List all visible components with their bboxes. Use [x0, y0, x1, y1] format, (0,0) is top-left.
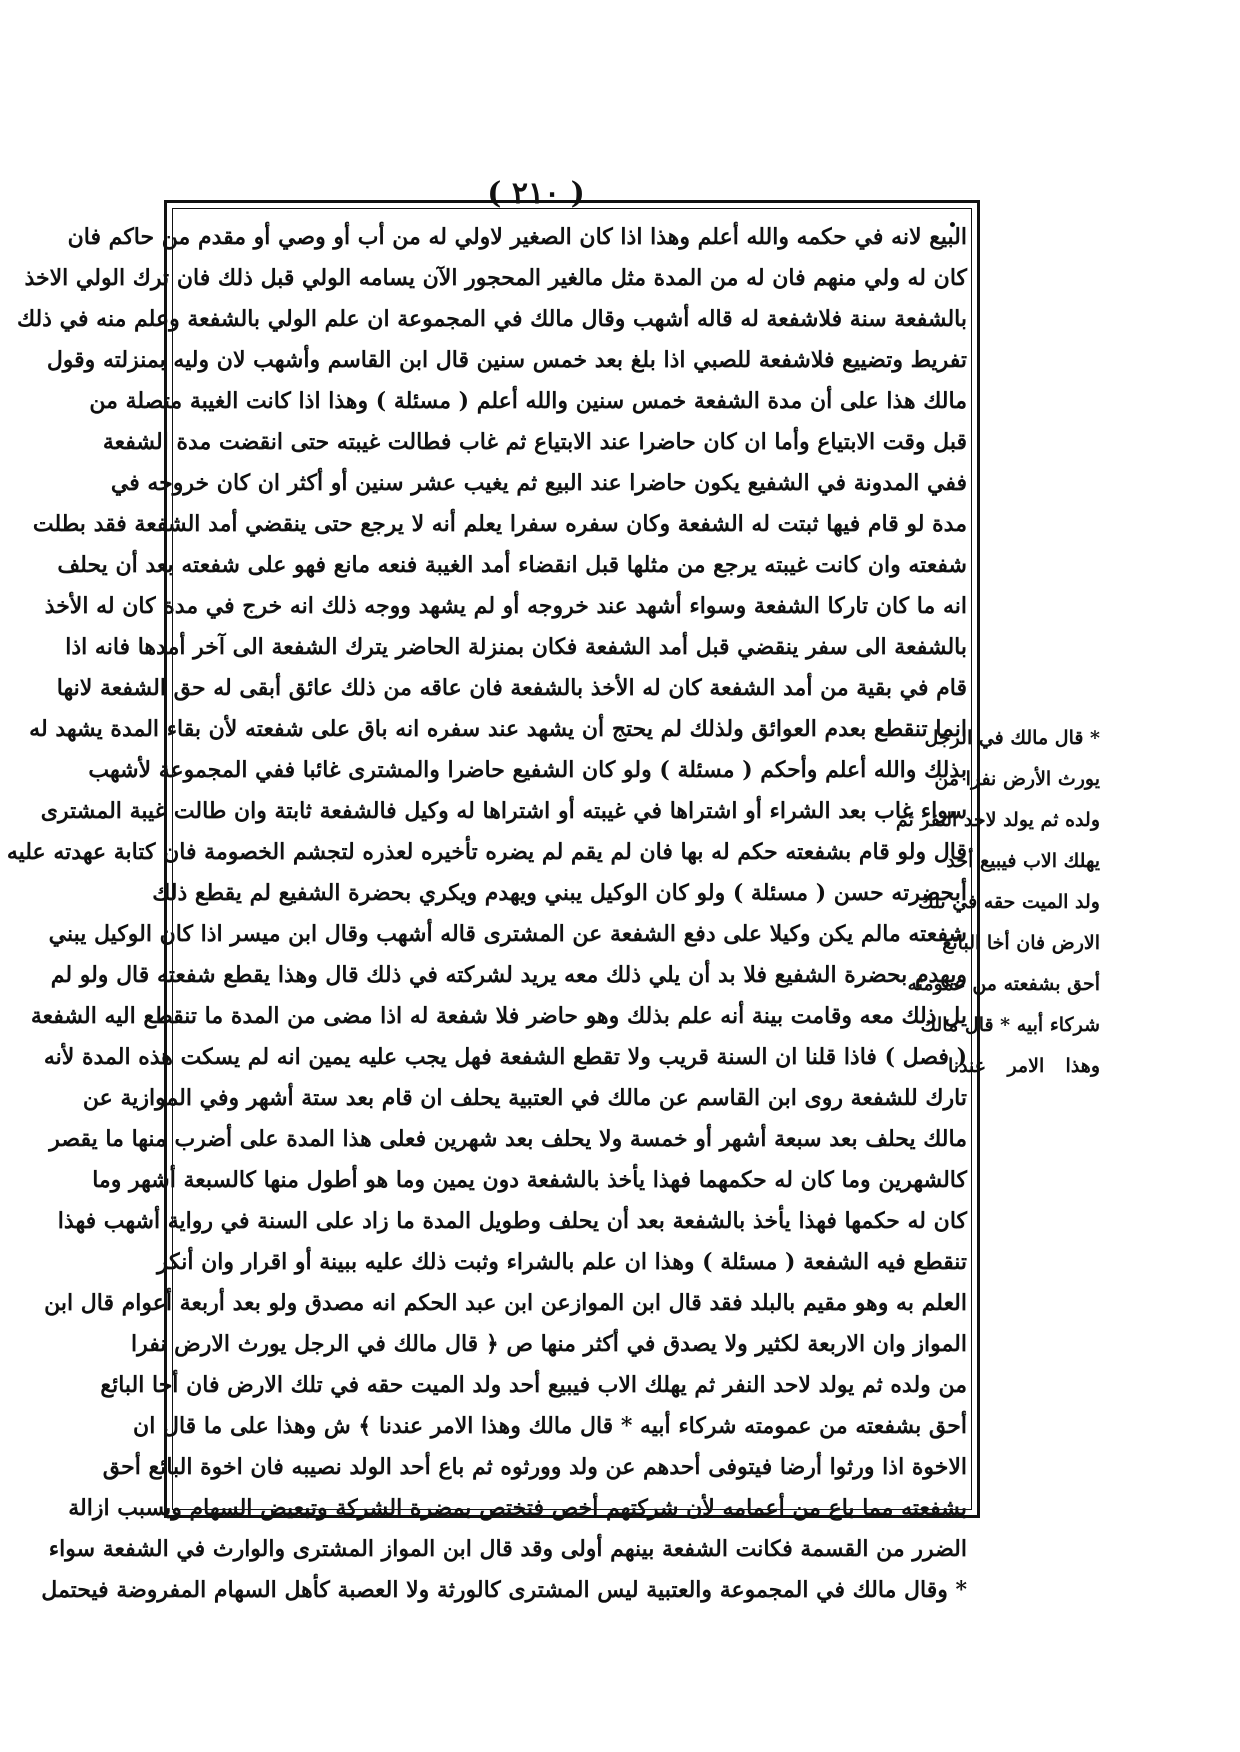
margin-note-line: ولد الميت حقه في تلك: [918, 891, 1100, 913]
margin-note-line: ولده ثم يولد لاحد النفر ثم: [895, 809, 1100, 831]
text-line: تارك للشفعة روى ابن القاسم عن مالك في العتبية يحلف ان قام بعد ستة أشهر وفي الموازية عن: [82, 1085, 967, 1111]
text-line: * وقال مالك في المجموعة والعتبية ليس المشترى كالورثة ولا العصبة كأهل السهام المفروضة فيحتمل: [41, 1577, 967, 1603]
text-line: تفريط وتضييع فلاشفعة للصبي اذا بلغ بعد خمس سنين قال ابن القاسم وأشهب لان وليه بمنزلته وقول: [46, 347, 967, 373]
text-line: كان له حكمها فهذا يأخذ بالشفعة بعد أن يحلف وطويل المدة ما زاد على السنة في رواية أشهب فهذا: [57, 1208, 967, 1234]
text-line: بشفعته مما باع من أعمامه لأن شركتهم أخص فتختص بمضرة الشركة وتبعيض السهام وبسبب ازالة: [68, 1495, 967, 1521]
text-line: قبل وقت الابتياع وأما ان كان حاضرا عند الابتياع ثم غاب فطالت غيبته حتى انقضت مدة الشفعة: [102, 429, 967, 455]
text-line: البيع لانه في حكمه والله أعلم وهذا اذا كان الصغير لاولي له من أب أو وصي أو مقدم من حاكم فان: [67, 224, 967, 250]
text-line: مالك هذا على أن مدة الشفعة خمس سنين والله أعلم ( مسئلة ) وهذا اذا كانت الغيبة متصلة من: [89, 388, 967, 414]
page-number: ( ٢١٠ ): [487, 176, 585, 211]
margin-note-line: الارض فان أخا البائع: [942, 932, 1100, 954]
text-line: انه ما كان تاركا الشفعة وسواء أشهد عند خروجه أو لم يشهد ووجه ذلك انه خرج في مدة كان له الأخذ: [44, 593, 967, 619]
text-line: قال ولو قام بشفعته حكم له بها فان لم يقم لم يضره تأخيره لعذره لتجشم الخصومة فان كتابة عهدته عليه: [6, 839, 967, 865]
text-line: ففي المدونة في الشفيع يكون حاضرا عند البيع ثم يغيب عشر سنين أو أكثر ان كان خروجه في: [110, 470, 967, 496]
text-line: بالشفعة الى سفر ينقضي قبل أمد الشفعة فكان بمنزلة الحاضر يترك الشفعة الى آخر أمدها فانه اذا: [65, 634, 967, 660]
text-line: ويهدم بحضرة الشفيع فلا بد أن يلي ذلك معه يريد لشركته في ذلك قال وهذا يقطع شفعته قال ولو لم: [50, 962, 967, 988]
text-line: تنقطع فيه الشفعة ( مسئلة ) وهذا ان علم بالشراء وثبت ذلك عليه ببينة أو اقرار وان أنكر: [156, 1249, 967, 1275]
text-line: أحق بشفعته من عمومته شركاء أبيه * قال مالك وهذا الامر عندنا ﴾ ش وهذا على ما قال ان: [133, 1413, 967, 1439]
margin-note: [895, 718, 1100, 1087]
text-line: المواز وان الاربعة لكثير ولا يصدق في أكثر منها ص ﴿ قال مالك في الرجل يورث الارض نفرا: [131, 1331, 967, 1357]
text-line: بذلك والله أعلم وأحكم ( مسئلة ) ولو كان الشفيع حاضرا والمشترى غائبا ففي المجموعة لأشهب: [88, 757, 967, 783]
text-line: انما تنقطع بعدم العوائق ولذلك لم يحتج أن يشهد عند سفره انه باق على شفعته لأن بقاء المدة يشهد له: [29, 716, 967, 742]
text-line: يل ذلك معه وقامت بينة أنه علم بذلك وهو حاضر فلا شفعة له اذا مضى من المدة ما تنقطع اليه الشفعة: [30, 1003, 967, 1029]
text-line: كالشهرين وما كان له حكمهما فهذا يأخذ بالشفعة دون يمين وما هو أطول منها كالسبعة أشهر وما: [92, 1167, 967, 1193]
text-line: سواء غاب بعد الشراء أو اشتراها في غيبته أو اشتراها له وكيل فالشفعة ثابتة وان طالت غيبة المشترى: [40, 798, 967, 824]
margin-note-line: أحق بشفعته من عمومته: [907, 973, 1100, 995]
text-line: العلم به وهو مقيم بالبلد فقد قال ابن الموازعن ابن عبد الحكم انه مصدق ولو بعد أربعة أعوام قال ابن: [44, 1290, 967, 1316]
text-line: شفعته مالم يكن وكيلا على دفع الشفعة عن المشترى قاله أشهب وقال ابن ميسر اذا كان الوكيل يبني: [48, 921, 967, 947]
text-line: الضرر من القسمة فكانت الشفعة بينهم أولى وقد قال ابن المواز المشترى والوارث في الشفعة سواء: [48, 1536, 967, 1562]
text-line: ( فصل ) فاذا قلنا ان السنة قريب ولا تقطع الشفعة فهل يجب عليه يمين انه لم يسكت هذه المدة لأنه: [43, 1044, 967, 1070]
text-line: أبحضرته حسن ( مسئلة ) ولو كان الوكيل يبني ويهدم ويكري بحضرة الشفيع لم يقطع ذلك: [152, 880, 967, 906]
main-text-body: [6, 217, 967, 1611]
margin-note-line: وهذا الامر عندنا: [948, 1055, 1100, 1077]
margin-note-line: شركاء أبيه * قال مالك: [920, 1014, 1100, 1036]
text-line: من ولده ثم يولد لاحد النفر ثم يهلك الاب فيبيع أحد ولد الميت حقه في تلك الارض فان أخا البائع: [100, 1372, 967, 1398]
text-line: كان له ولي منهم فان له من المدة مثل مالغير المحجور الآن يسامه الولي قبل ذلك فان ترك الولي الاخذ: [24, 265, 967, 291]
margin-note-line: يورث الأرض نفرا من: [934, 768, 1100, 790]
text-line: الاخوة اذا ورثوا أرضا فيتوفى أحدهم عن ولد وورثوه ثم باع أحد الولد نصيبه فان اخوة البائع أحق: [102, 1454, 967, 1480]
text-line: مدة لو قام فيها ثبتت له الشفعة وكان سفره سفرا يعلم أنه لا يرجع حتى ينقضي أمد الشفعة فقد بطلت: [32, 511, 967, 537]
text-line: قام في بقية من أمد الشفعة كان له الأخذ بالشفعة فان عاقه من ذلك عائق أبقى له حق الشفعة لانها: [56, 675, 967, 701]
text-line: مالك يحلف بعد سبعة أشهر أو خمسة ولا يحلف بعد شهرين فعلى هذا المدة على أضرب منها ما يقصر: [49, 1126, 967, 1152]
main-text-frame: [6, 200, 980, 1603]
text-line: شفعته وان كانت غيبته يرجع من مثلها قبل انقضاء أمد الغيبة فنعه مانع فهو على شفعته بعد أن يحلف: [57, 552, 967, 578]
margin-note-line: * قال مالك في الرجل: [924, 727, 1100, 749]
text-line: بالشفعة سنة فلاشفعة له قاله أشهب وقال مالك في المجموعة ان علم الولي بالشفعة وعلم منه في ذلك: [16, 306, 967, 332]
margin-note-line: يهلك الاب فيبيع أحد: [946, 850, 1100, 872]
